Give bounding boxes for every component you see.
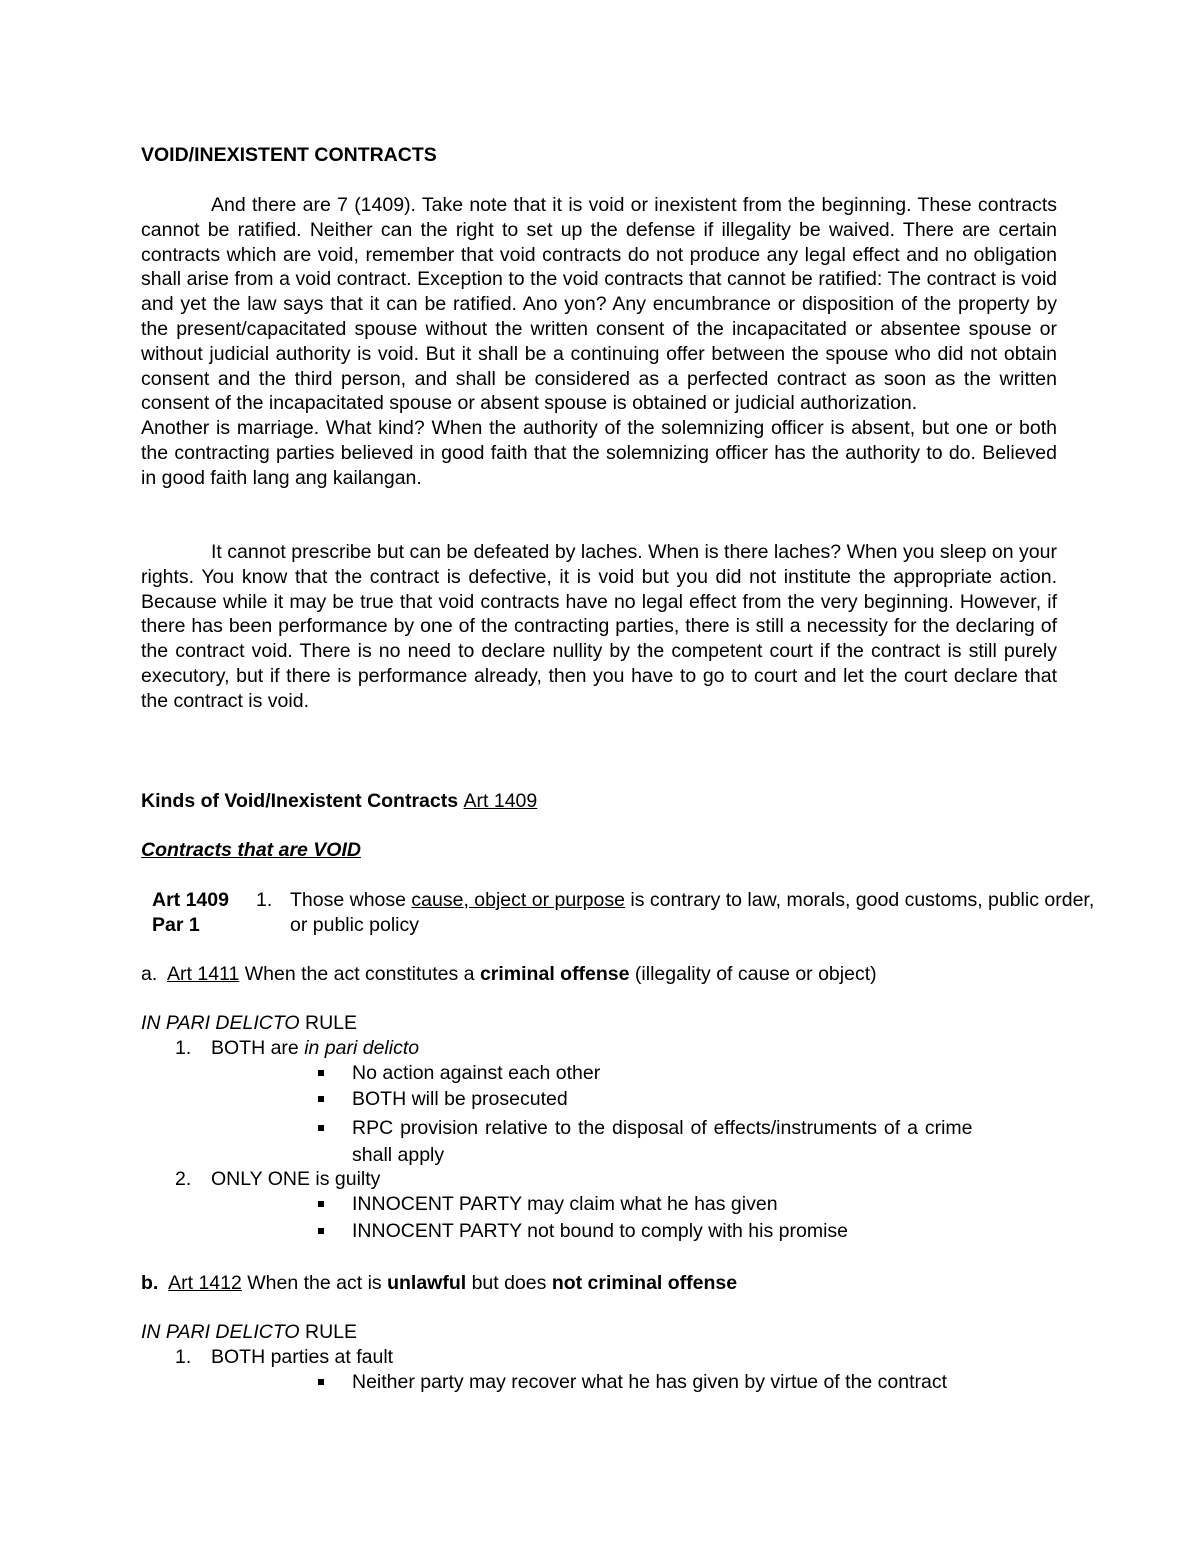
- list-item: [352, 1192, 778, 1217]
- rule-a-n1: [211, 1036, 419, 1061]
- art1409-text: [290, 888, 1195, 938]
- art1409-text-line2: or public policy: [290, 913, 419, 936]
- rule-b-n1-marker: 1.: [175, 1346, 192, 1368]
- bullet-icon: [318, 1070, 324, 1076]
- art1409-label: [152, 888, 229, 938]
- paragraph-laches: It cannot prescribe but can be defeated by laches. When is there laches? When you sleep on your rights. You know that the contract is defective, it is void but you did not institute the appropriate action. Because while it may be true that void contracts have no legal effect from the very beginning. However, if there has been performance by one of the contracting parties, there is still a necessity for the declaring of the contract void. There is no need to declare nullity by the competent court if the contract is still purely executory, but if there is performance already, then you have to go to court and let the court declare that the contract is void.: [141, 541, 1057, 712]
- art1409-label-line2: Par 1: [152, 913, 200, 936]
- bullet-icon: [318, 1125, 324, 1131]
- item-a-marker: a.: [141, 963, 158, 985]
- item-b-text-bold1: unlawful: [387, 1272, 467, 1294]
- item-b-text-mid: but does: [471, 1272, 547, 1294]
- item-a-text-post: (illegality of cause or object): [634, 963, 877, 985]
- rule-b-n1: BOTH parties at fault: [211, 1346, 394, 1368]
- rule-a-n1-marker: 1.: [175, 1037, 192, 1059]
- bullet-icon: [318, 1379, 324, 1385]
- item-a: [141, 962, 877, 987]
- item-a-text-pre: When the act constitutes a: [244, 963, 475, 985]
- art1409-text-post: is contrary to law, morals, good customs, public order,: [630, 889, 1095, 911]
- art1409-text-underlined: cause, object or purpose: [411, 889, 625, 911]
- art1409-label-line1: Art 1409: [152, 889, 229, 911]
- list-item: [352, 1061, 600, 1086]
- rule-a-n1-italic: in pari delicto: [304, 1037, 420, 1059]
- list-item-text-line1: RPC provision relative to the disposal of effects/instruments of a crime: [352, 1117, 973, 1139]
- list-item-text: Neither party may recover what he has given by virtue of the contract: [352, 1371, 948, 1393]
- kinds-heading: [141, 789, 537, 814]
- list-item: [352, 1370, 947, 1395]
- art1409-number: 1.: [256, 889, 273, 911]
- list-item-text: INNOCENT PARTY may claim what he has given: [352, 1193, 778, 1215]
- item-a-text-bold: criminal offense: [479, 963, 630, 985]
- paragraph-void-contracts: And there are 7 (1409). Take note that it is void or inexistent from the beginning. These contracts cannot be ratified. Neither can the right to set up the defense if illegality be waived. There are certain contracts which are void, remember that void contracts do not produce any legal effect and no obligation shall arise from a void contract. Exception to the void contracts that cannot be ratified: The contract is void and yet the law says that it can be ratified. Ano yon? Any encumbrance or disposition of the property by the present/capacitated spouse without the written consent of the incapacitated or absentee spouse or without judicial authority is void. But it shall be a continuing offer between the spouse who did not obtain consent and the third person, and shall be considered as a perfected contract as soon as the written consent of the incapacitated spouse or absent spouse is obtained or judicial authorization.: [141, 194, 1057, 415]
- list-item-text-line2: shall apply: [352, 1143, 445, 1166]
- kinds-heading-text: Kinds of Void/Inexistent Contracts: [141, 790, 459, 812]
- kinds-article-ref: Art 1409: [463, 790, 538, 812]
- rule-a-title-italic: IN PARI DELICTO: [141, 1012, 300, 1034]
- rule-a-title: [141, 1011, 357, 1036]
- rule-b-title: [141, 1320, 357, 1345]
- rule-a-n2-marker: 2.: [175, 1168, 192, 1190]
- bullet-icon: [318, 1096, 324, 1102]
- list-item-text: BOTH will be prosecuted: [352, 1088, 568, 1110]
- rule-a-n2: ONLY ONE is guilty: [211, 1168, 381, 1190]
- list-item: [352, 1087, 568, 1112]
- list-item-text: INNOCENT PARTY not bound to comply with his promise: [352, 1220, 849, 1242]
- list-item: [352, 1116, 1057, 1168]
- contracts-void-subheading: [141, 838, 361, 863]
- item-b-marker: b.: [141, 1272, 159, 1294]
- item-b-text-bold2: not criminal offense: [551, 1272, 738, 1294]
- page-title: VOID/INEXISTENT CONTRACTS: [141, 144, 437, 166]
- bullet-icon: [318, 1201, 324, 1207]
- list-item: [352, 1219, 848, 1244]
- list-item-text: No action against each other: [352, 1062, 601, 1084]
- item-b-text-pre: When the act is: [247, 1272, 382, 1294]
- item-b-article-ref: Art 1412: [168, 1272, 242, 1294]
- intro-section: [141, 193, 1057, 491]
- rule-b-title-rest: RULE: [304, 1321, 358, 1343]
- contracts-void-subheading-text: Contracts that are VOID: [141, 839, 361, 861]
- bullet-icon: [318, 1228, 324, 1234]
- paragraph-marriage: Another is marriage. What kind? When the authority of the solemnizing officer is absent, but one or both the contracting parties believed in good faith that the solemnizing officer has the authority to do. Believed in good faith lang ang kailangan.: [141, 417, 1057, 489]
- rule-a-title-rest: RULE: [304, 1012, 358, 1034]
- item-b: [141, 1271, 737, 1296]
- rule-a-n1-pre: BOTH are: [211, 1037, 299, 1059]
- rule-b-title-italic: IN PARI DELICTO: [141, 1321, 300, 1343]
- item-a-article-ref: Art 1411: [167, 963, 240, 985]
- laches-section: [141, 540, 1057, 714]
- art1409-text-pre: Those whose: [290, 889, 406, 911]
